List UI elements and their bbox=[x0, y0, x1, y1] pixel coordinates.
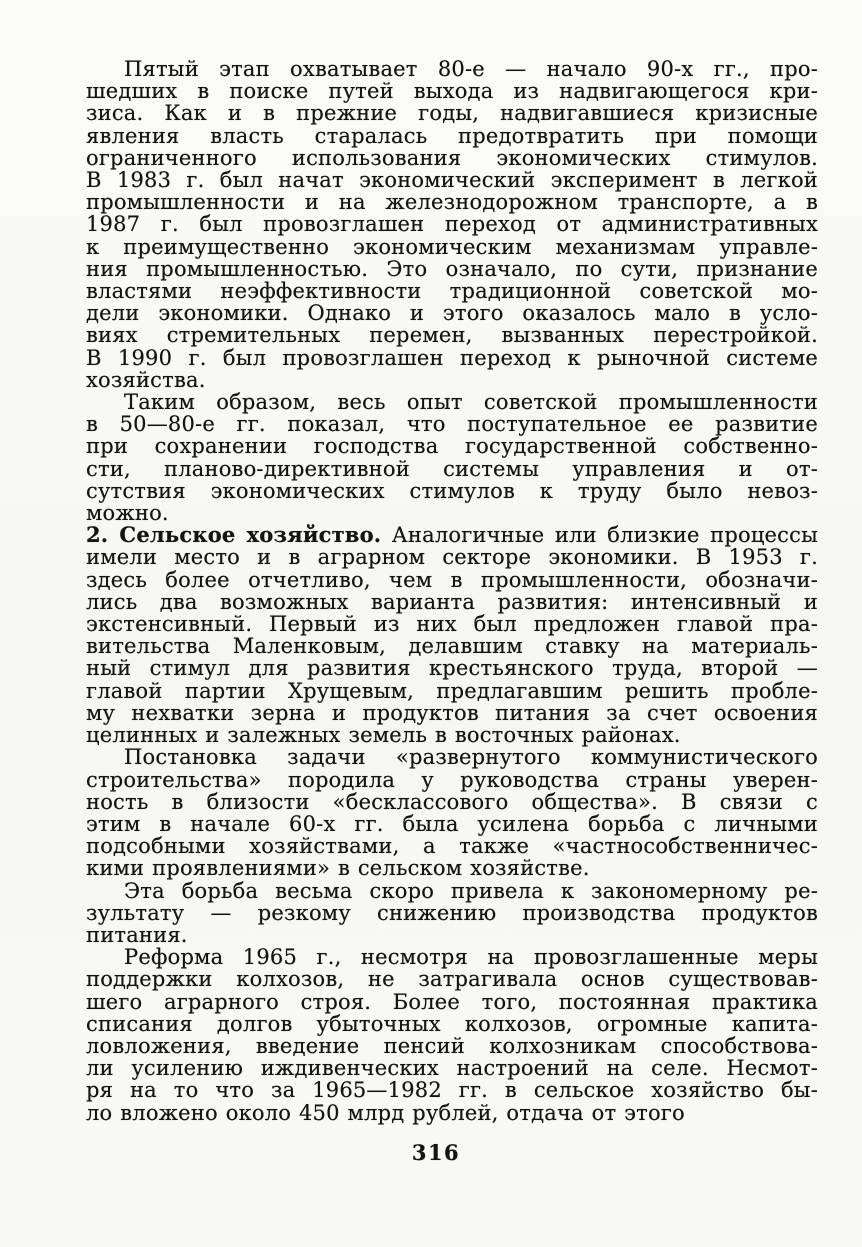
text-line: Таким образом, весь опыт советской промышленности bbox=[124, 390, 818, 415]
text-line: экстенсивный. Первый из них был предложен главой пра- bbox=[86, 612, 818, 637]
text-line: списания долгов убыточных колхозов, огромные капита- bbox=[86, 1011, 818, 1036]
text-line: Реформа 1965 г., несмотря на провозглашенные меры bbox=[124, 945, 818, 970]
text-line: шего аграрного строя. Более того, постоянная практика bbox=[86, 989, 818, 1014]
text-line: строительства» породила у руководства страны уверен- bbox=[86, 767, 818, 792]
text-line: В 1990 г. был провозглашен переход к рыночной системе bbox=[86, 345, 818, 370]
text-line: ря на то что за 1965—1982 гг. в сельское хозяйство бы- bbox=[86, 1078, 818, 1103]
text-line: этим в начале 60-х гг. была усилена борьба с личными bbox=[86, 811, 818, 836]
text-line: лись два возможных варианта развития: интенсивный и bbox=[86, 589, 818, 614]
text-line: В 1983 г. был начат экономический эксперимент в легкой bbox=[86, 168, 818, 193]
text-line: Эта борьба весьма скоро привела к закономерному ре- bbox=[124, 878, 818, 903]
text-line: питания. bbox=[86, 922, 188, 947]
text-line: 1987 г. был провозглашен переход от административных bbox=[86, 212, 818, 237]
page-number: 316 bbox=[411, 1140, 461, 1165]
text-line: Пятый этап охватывает 80-е — начало 90-х гг., про- bbox=[124, 57, 818, 81]
text-line: сти, планово-директивной системы управления и от- bbox=[86, 456, 818, 481]
text-line: ли усилению иждивенческих настроений на селе. Несмот- bbox=[86, 1056, 818, 1081]
text-line: целинных и залежных земель в восточных районах. bbox=[86, 723, 681, 748]
text-line: поддержки колхозов, не затрагивала основ существовав- bbox=[86, 967, 818, 992]
section-heading: 2. Сельское хозяйство. bbox=[86, 522, 382, 548]
text-line: Постановка задачи «развернутого коммунистического bbox=[124, 745, 818, 770]
text-line: в 50—80-е гг. показал, что поступательное ее развитие bbox=[86, 412, 818, 437]
text-line: хозяйства. bbox=[86, 367, 206, 392]
paragraph bbox=[86, 880, 818, 947]
paragraph bbox=[86, 391, 818, 524]
text-line: ло вложено около 450 млрд рублей, отдача от этого bbox=[86, 1100, 685, 1125]
text-line: сутствия экономических стимулов к труду было невоз- bbox=[86, 478, 818, 503]
paragraph bbox=[86, 524, 818, 746]
text-line: явления власть старалась предотвратить при помощи bbox=[86, 123, 818, 148]
text-line: подсобными хозяйствами, а также «частнособственничес- bbox=[86, 834, 818, 859]
text-line: ность в близости «бесклассового общества». В связи с bbox=[86, 789, 818, 814]
paragraph bbox=[86, 58, 818, 391]
text-line: можно. bbox=[86, 501, 169, 526]
text-line: ния промышленностью. Это означало, по сути, признание bbox=[86, 256, 818, 281]
text-line: властями неэффективности традиционной советской мо- bbox=[86, 279, 818, 304]
text-line: зиса. Как и в прежние годы, надвигавшиеся кризисные bbox=[86, 101, 818, 126]
text-block bbox=[86, 58, 818, 1124]
paragraph bbox=[86, 746, 818, 879]
paragraph bbox=[86, 946, 818, 1124]
text-line: здесь более отчетливо, чем в промышленности, обозначи- bbox=[86, 567, 818, 592]
text-line: ловложения, введение пенсий колхозникам способствова- bbox=[86, 1033, 818, 1058]
text-line: к преимущественно экономическим механизмам управле- bbox=[86, 234, 818, 259]
text-line: шедших в поиске путей выхода из надвигающегося кри- bbox=[86, 79, 818, 104]
text-line: виях стремительных перемен, вызванных перестройкой. bbox=[86, 323, 818, 348]
text-line: дели экономики. Однако и этого оказалось мало в усло- bbox=[86, 301, 818, 326]
text-line: вительства Маленковым, делавшим ставку на материаль- bbox=[86, 634, 818, 659]
text-line: 2. Сельское хозяйство. Аналогичные или близкие процессы bbox=[86, 522, 818, 548]
text-line: промышленности и на железнодорожном транспорте, а в bbox=[86, 190, 818, 215]
text-line: ограниченного использования экономических стимулов. bbox=[86, 145, 818, 170]
text-line: зультату — резкому снижению производства продуктов bbox=[86, 900, 818, 925]
text-line: ный стимул для развития крестьянского труда, второй — bbox=[86, 656, 818, 681]
text-line: му нехватки зерна и продуктов питания за счет освоения bbox=[86, 700, 818, 725]
text-line: имели место и в аграрном секторе экономики. В 1953 г. bbox=[86, 545, 818, 570]
text-line: при сохранении господства государственной собственно- bbox=[86, 434, 818, 459]
text-line: главой партии Хрущевым, предлагавшим решить пробле- bbox=[86, 678, 818, 703]
text-line: кими проявлениями» в сельском хозяйстве. bbox=[86, 856, 590, 881]
